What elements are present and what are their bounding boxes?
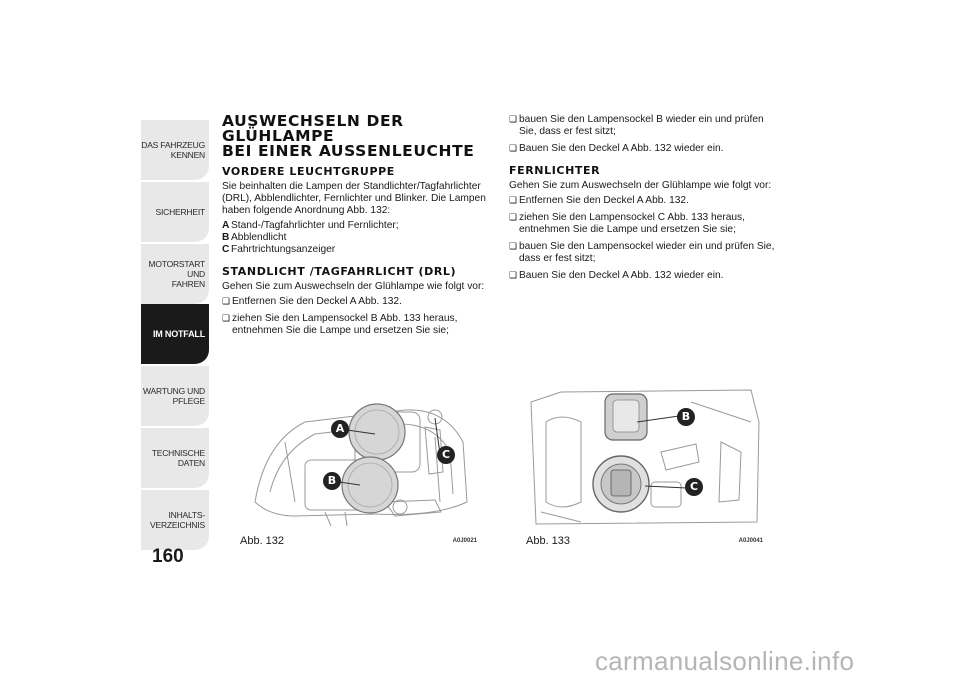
- figure-132: [235, 382, 485, 546]
- definition-text: Stand-/Tagfahrlichter und Fernlichter;: [231, 220, 399, 231]
- list-item: ❏ bauen Sie den Lampensockel wieder ein und prüfen Sie, dass er fest sitzt;: [509, 241, 779, 265]
- tab-label: IM NOTFALL: [153, 329, 205, 339]
- page-title: [222, 114, 492, 159]
- tab-label: MOTORSTART UND FAHREN: [148, 259, 205, 289]
- bulb-socket-illustration: [521, 382, 771, 532]
- tab-inhaltsverzeichnis[interactable]: [141, 490, 209, 550]
- section-heading-high-beam: FERNLICHTER: [509, 164, 601, 177]
- callout-a: A: [331, 420, 349, 438]
- figure-caption: Abb. 132: [240, 535, 285, 547]
- tab-technische-daten[interactable]: [141, 428, 209, 488]
- figure-caption: Abb. 133: [526, 535, 571, 547]
- tab-label: WARTUNG UND PFLEGE: [142, 386, 205, 406]
- title-line-2: BEI EINER AUSSENLEUCHTE: [222, 142, 475, 160]
- list-item: ❏ ziehen Sie den Lampensockel B Abb. 133 heraus, entnehmen Sie die Lampe und ersetzen Sie sie;: [222, 313, 492, 337]
- tab-sicherheit[interactable]: [141, 182, 209, 242]
- list-item: ❏ Bauen Sie den Deckel A Abb. 132 wieder ein.: [509, 143, 779, 155]
- definition-text: Abblendlicht: [231, 232, 287, 243]
- step-list: [222, 296, 492, 337]
- list-item: ❏ Entfernen Sie den Deckel A Abb. 132.: [509, 195, 779, 207]
- list-item: ❏ Bauen Sie den Deckel A Abb. 132 wieder ein.: [509, 270, 779, 282]
- tab-motorstart-und-fahren[interactable]: [141, 244, 209, 304]
- figure-code: A0J0041: [738, 538, 763, 544]
- left-column: [222, 114, 492, 342]
- tab-im-notfall[interactable]: [141, 304, 209, 364]
- figure-code: A0J0021: [452, 538, 477, 544]
- section-intro: Gehen Sie zum Auswechseln der Glühlampe wie folgt vor:: [222, 281, 485, 292]
- watermark: carmanualsonline.info: [595, 646, 855, 676]
- tab-label: DAS FAHRZEUG KENNEN: [141, 140, 205, 160]
- tab-label: INHALTS- VERZEICHNIS: [150, 510, 205, 530]
- section-intro: Sie beinhalten die Lampen der Standlichter/Tagfahrlichter (DRL), Abblendlichter, Fernlichter und Blinker. Die Lampen haben folgende Anordnung Abb. 132:: [222, 181, 486, 216]
- step-list: [509, 195, 779, 282]
- callout-b: B: [323, 472, 341, 490]
- section-heading-drl: STANDLICHT /TAGFAHRLICHT (DRL): [222, 265, 457, 278]
- title-line-1: AUSWECHSELN DER GLÜHLAMPE: [222, 112, 404, 145]
- list-item: ❏ bauen Sie den Lampensockel B wieder ein und prüfen Sie, dass er fest sitzt;: [509, 114, 779, 138]
- callout-c: C: [685, 478, 703, 496]
- definition-key: C: [222, 244, 230, 255]
- tab-das-fahrzeug-kennen[interactable]: [141, 120, 209, 180]
- right-column: [509, 114, 779, 287]
- definition-text: Fahrtrichtungsanzeiger: [231, 244, 336, 255]
- definition-key: B: [222, 232, 230, 243]
- tab-label: TECHNISCHE DATEN: [151, 448, 205, 468]
- definition-item: [222, 244, 492, 256]
- callout-b: B: [677, 408, 695, 426]
- section-intro: Gehen Sie zum Auswechseln der Glühlampe wie folgt vor:: [509, 180, 772, 191]
- section-heading-front-lights: VORDERE LEUCHTGRUPPE: [222, 165, 395, 178]
- tab-wartung-und-pflege[interactable]: [141, 366, 209, 426]
- page-number: 160: [152, 546, 184, 567]
- definition-key: A: [222, 220, 230, 231]
- callout-c: C: [437, 446, 455, 464]
- figure-133: [521, 382, 771, 546]
- definition-item: [222, 232, 492, 244]
- list-item: ❏ Entfernen Sie den Deckel A Abb. 132.: [222, 296, 492, 308]
- step-list: [509, 114, 779, 155]
- tab-label: SICHERHEIT: [155, 207, 205, 217]
- definition-item: [222, 220, 492, 232]
- list-item: ❏ ziehen Sie den Lampensockel C Abb. 133 heraus, entnehmen Sie die Lampe und ersetzen Sie sie;: [509, 212, 779, 236]
